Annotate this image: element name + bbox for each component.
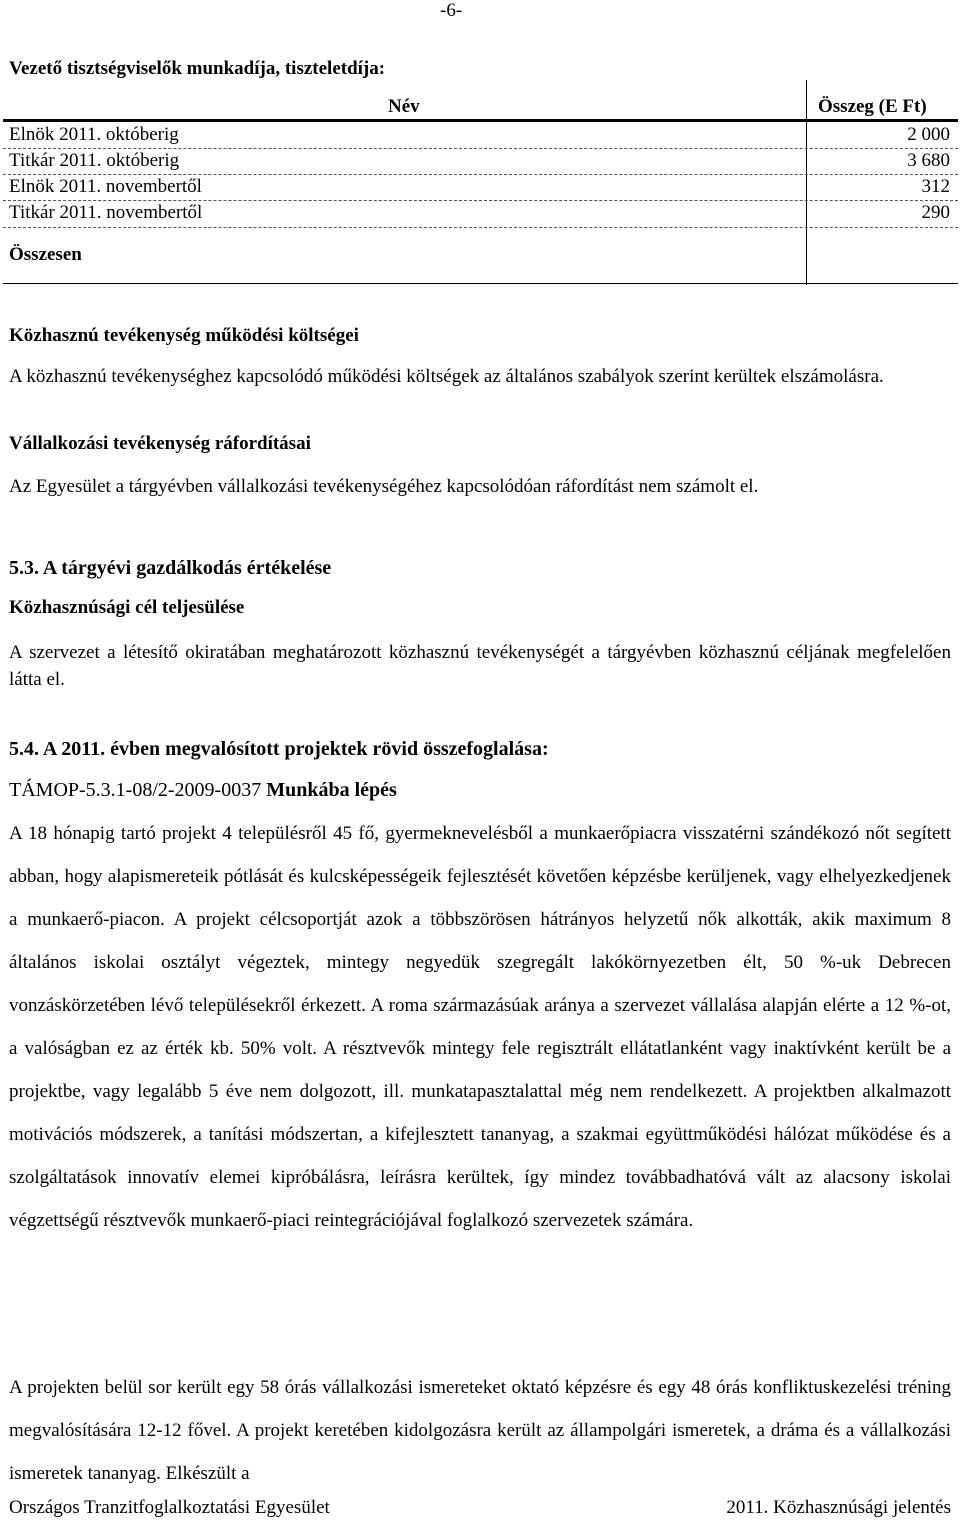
row-separator [3,227,958,228]
project-paragraph-1: A 18 hónapig tartó projekt 4 településről 45 fő, gyermeknevelésből a munkaerőpiacra visszatérni szándékozó nőt segített abban, hogy alapismereteik pótlását és kulcsképességeik fejlesztését követően képzésbe kerüljenek, vagy elhelyezkedjenek a munkaerő-piacon. A projekt célcsoportját azok a többszörösen hátrányos helyzetű nők alkották, akik maximum 8 általános iskolai osztályt végeztek, mintegy negyedük szegregált lakókörnyezetben élt, 50 %-uk Debrecen vonzáskörzetében lévő településekről érkezett. A roma származásúak aránya a szervezet vállalása alapján elérte a 12 %-ot, a valóságban ez az érték kb. 50% volt. A résztvevők mintegy fele regisztrált ellátatlanként vagy inaktívként került be a projektbe, vagy legalább 5 éve nem dolgozott, ill. munkatapasztalattal még nem rendelkezett. A projektben alkalmazott motivációs módszerek, a tanítási módszertan, a kifejlesztett tananyag, a szakmai együttműködési hálózat működése és a szolgáltatások innovatív elemei kipróbálásra, leírásra kerültek, így mindez továbbadhatóvá vált az alacsony iskolai végzettségű résztvevők munkaerő-piaci reintegrációjával foglalkozó szervezetek számára. [9,823,951,1231]
row-name: Titkár 2011. novembertől [9,202,203,223]
footer-organization: Országos Tranzitfoglalkoztatási Egyesület [9,1497,330,1518]
table-bottom-rule [3,283,958,284]
project-paragraph-2: A projekten belül sor került egy 58 órás vállalkozási ismereteket oktató képzésre és egy 48 órás konfliktuskezelési tréning megvalósítására 12-12 fővel. A projekt keretében kidolgozásra került az állampolgári ismeretek, a dráma és a vállalkozási ismeretek tananyag. Elkészült a [9,1377,951,1484]
column-header-amount: Összeg (E Ft) [818,96,927,117]
project-title [9,779,397,802]
table-row [0,176,960,199]
section-5-3-heading: 5.3. A tárgyévi gazdálkodás értékelése [9,557,332,579]
table-row [0,150,960,173]
footer-report-title: 2011. Közhasznúsági jelentés [726,1497,951,1518]
compensation-title: Vezető tisztségviselők munkadíja, tiszteletdíja: [9,58,386,79]
section-5-4-heading: 5.4. A 2011. évben megvalósított projektek rövid összefoglalása: [9,738,549,760]
section-5-3-subheading: Közhasznúsági cél teljesülése [9,597,245,618]
row-separator [3,174,958,175]
table-row [0,202,960,225]
header-rule [3,119,958,122]
row-name: Titkár 2011. októberig [9,150,180,171]
table-row [0,124,960,147]
project-code: TÁMOP-5.3.1-08/2-2009-0037 [9,779,262,801]
row-name: Elnök 2011. novembertől [9,176,202,197]
page-number: -6- [440,0,463,21]
row-separator [3,200,958,201]
project-name: Munkába lépés [266,779,397,801]
total-label: Összesen [9,244,82,265]
business-heading: Vállalkozási tevékenység ráfordításai [9,433,311,454]
section-5-3-text: A szervezet a létesítő okiratában meghatározott közhasznú tevékenységét a tárgyévben közhasznú céljának megfelelően látta el. [9,642,951,690]
row-separator [3,148,958,149]
column-header-name: Név [388,96,420,117]
row-name: Elnök 2011. októberig [9,124,179,145]
row-amount: 312 [921,176,950,197]
row-amount: 2 000 [907,124,950,145]
business-text: Az Egyesület a tárgyévben vállalkozási tevékenységéhez kapcsolódóan ráfordítást nem számolt el. [9,476,759,497]
costs-heading: Közhasznú tevékenység működési költségei [9,325,359,346]
costs-text: A közhasznú tevékenységhez kapcsolódó működési költségek az általános szabályok szerint kerültek elszámolásra. [9,366,884,387]
row-amount: 290 [921,202,950,223]
compensation-table [0,80,960,285]
row-amount: 3 680 [907,150,950,171]
